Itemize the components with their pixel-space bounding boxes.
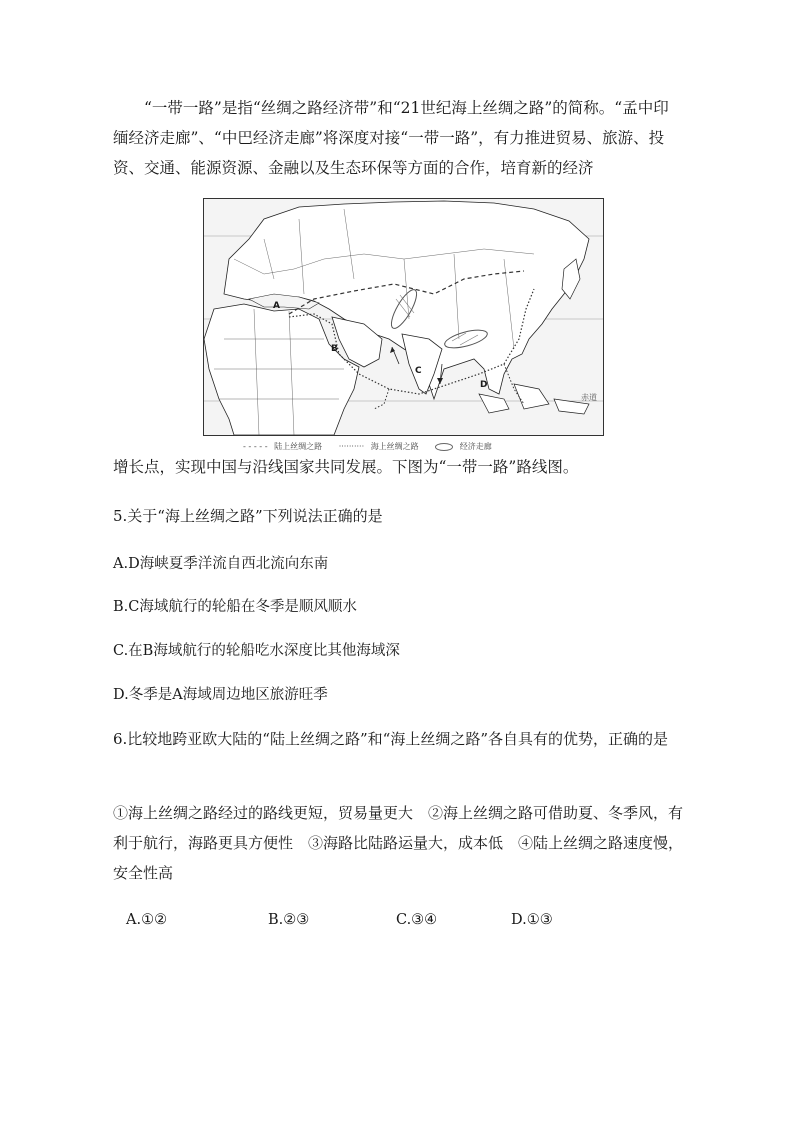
question-5-option-c: C.在B海域航行的轮船吃水深度比其他海域深 — [113, 643, 400, 659]
legend-corridor-icon — [435, 443, 453, 451]
question-6-answer-d: D.①③ — [511, 912, 553, 928]
question-5-option-d: D.冬季是A海域周边地区旅游旺季 — [113, 687, 328, 703]
map-legend — [243, 441, 496, 452]
legend-sea-label: 海上丝绸之路 — [370, 442, 419, 451]
intro-paragraph: “一带一路”是指“丝绸之路经济带”和“21世纪海上丝绸之路”的简称。“孟中印缅经济走廊”、“中巴经济走廊”将深度对接“一带一路”，有力推进贸易、旅游、投资、交通、能源资源、金融以及生态环保等方面的合作，培育新的经济 — [113, 99, 669, 177]
map-frame — [203, 198, 604, 436]
question-6-stem: 6.比较地跨亚欧大陆的“陆上丝绸之路”和“海上丝绸之路”各自具有的优势，正确的是 — [113, 730, 668, 748]
equator-label: 赤道 — [581, 393, 597, 402]
intro-paragraph-continued: 增长点，实现中国与沿线国家共同发展。下图为“一带一路”路线图。 — [113, 458, 579, 476]
question-6-answer-row — [126, 912, 606, 932]
map-label-b: B — [331, 344, 338, 354]
question-5-option-b: B.C海域航行的轮船在冬季是顺风顺水 — [113, 599, 357, 615]
map-label-c: C — [415, 366, 422, 376]
question-5-stem: 5.关于“海上丝绸之路”下列说法正确的是 — [113, 507, 383, 525]
map-label-a: A — [273, 301, 280, 311]
legend-corridor-label: 经济走廊 — [459, 442, 492, 451]
belt-and-road-map — [203, 198, 604, 451]
legend-sea-dots: ·········· — [338, 442, 365, 451]
map-drawing — [204, 199, 603, 435]
question-6-answer-c: C.③④ — [396, 912, 438, 928]
question-6-answer-a: A.①② — [126, 912, 168, 928]
legend-land-dash: - - - - - — [243, 442, 268, 451]
question-5-option-a: A.D海峡夏季洋流自西北流向东南 — [113, 556, 329, 572]
legend-land-label: 陆上丝绸之路 — [274, 442, 323, 451]
question-6-statements: ①海上丝绸之路经过的路线更短，贸易量更大 ②海上丝绸之路可借助夏、冬季风，有利于航行，海路更具方便性 ③海路比陆路运量大，成本低 ④陆上丝绸之路速度慢，安全性高 — [113, 804, 684, 882]
map-label-d: D — [480, 380, 488, 390]
question-6-answer-b: B.②③ — [268, 912, 310, 928]
